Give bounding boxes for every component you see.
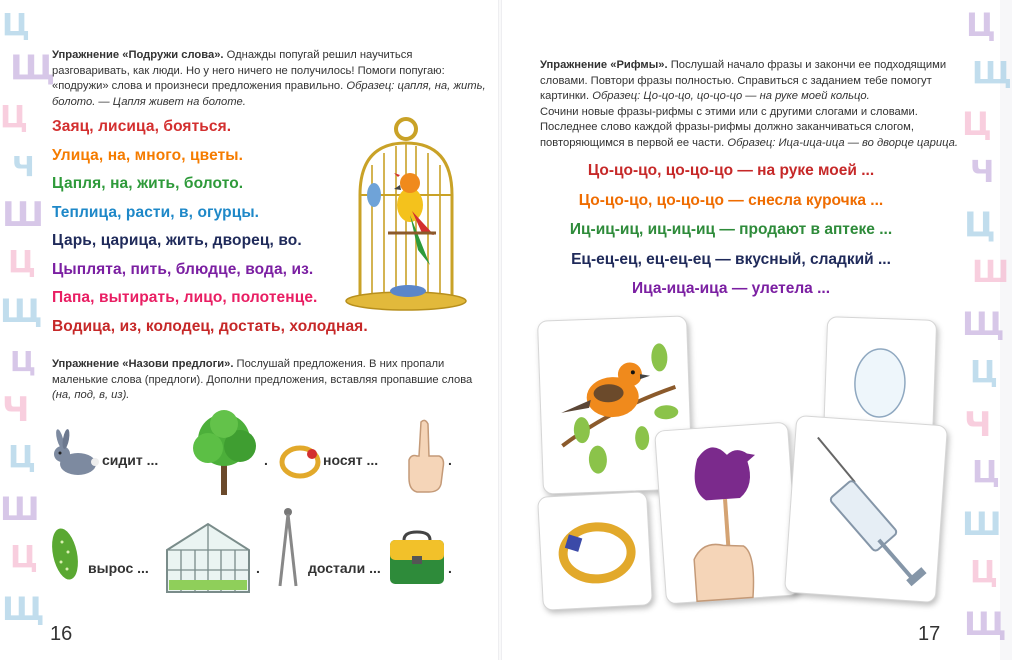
finger-picture bbox=[403, 418, 447, 496]
exercise1-text: Однажды попугай решил научиться разговаривать, как люди. Но у него ничего не получилось! Помоги попугаю: «подружи» слова и произнеси предложения правильно. bbox=[52, 49, 445, 92]
rhyme-line: Цо-цо-цо, цо-цо-цо — снесла курочка ... bbox=[578, 191, 884, 209]
exercise1-title: Упражнение «Подружи слова». bbox=[52, 49, 224, 61]
sentence-compass: достали ... bbox=[308, 560, 381, 576]
sentence-line: Улица, на, много, цветы. bbox=[52, 146, 244, 164]
sentence-line: Папа, вытирать, лицо, полотенце. bbox=[52, 289, 318, 306]
sentence-line: Цапля, на, жить, болото. bbox=[52, 175, 244, 192]
card-ring bbox=[537, 491, 653, 611]
compass-picture bbox=[274, 506, 302, 590]
left-letter-border: Ц Щ Ц Ч Ш Ц Щ Ц Ч Ц Ш Ц Щ bbox=[0, 8, 56, 628]
satchel-picture bbox=[386, 530, 448, 588]
rhymes-text: Послушай начало фразы и закончи ее подходящими словами. Повтори фразы полностью. Справиться с заданием тебе помогут картинки. bbox=[540, 59, 947, 102]
page-16 bbox=[38, 0, 500, 660]
dot-greenhouse: . bbox=[256, 560, 260, 576]
rhymes-example-2: Образец: Ица-ица-ица — во дворце царица. bbox=[727, 136, 958, 149]
dot-finger: . bbox=[448, 452, 452, 468]
dot-tree: . bbox=[264, 452, 268, 468]
card-syringe bbox=[784, 415, 948, 603]
exercise2-instructions bbox=[52, 357, 492, 404]
rhymes-instructions bbox=[540, 58, 958, 151]
exercise1-instructions bbox=[52, 48, 492, 110]
exercise1-example: Образец: цапля, на, жить, болото. — Цапля живет на болоте. bbox=[52, 80, 486, 108]
sentence-ring: носят ... bbox=[323, 452, 379, 468]
parrot-cage-illustration bbox=[338, 115, 473, 315]
card-lollipop bbox=[654, 422, 800, 605]
tree-picture bbox=[188, 408, 260, 496]
greenhouse-picture bbox=[163, 520, 253, 596]
page-17 bbox=[500, 0, 962, 660]
right-letter-border: Ц Щ Ц Ч Ц Ш Щ Ц Ч Ц Ш Ц Щ bbox=[962, 6, 1012, 643]
sentence-hare: сидит ... bbox=[102, 452, 159, 468]
sentence-line: Заяц, лисица, бояться. bbox=[52, 118, 232, 135]
sentence-line: Цыплята, пить, блюдце, вода, из. bbox=[52, 260, 314, 278]
page-number-left: 16 bbox=[50, 623, 73, 645]
rhyme-line: Цо-цо-цо, цо-цо-цо — на руке моей ... bbox=[587, 162, 875, 179]
rhyme-line: Ец-ец-ец, ец-ец-ец — вкусный, сладкий ... bbox=[571, 250, 891, 268]
sentence-line: Теплица, расти, в, огурцы. bbox=[52, 203, 260, 221]
rhyme-line: Иц-иц-иц, иц-иц-иц — продают в аптеке ... bbox=[569, 221, 893, 238]
exercise2-title: Упражнение «Назови предлоги». bbox=[52, 358, 234, 370]
hare-picture bbox=[48, 430, 100, 478]
cucumber-picture bbox=[48, 522, 82, 584]
sentence-line: Царь, царица, жить, дворец, во. bbox=[52, 232, 302, 249]
sentence-cucumber: вырос ... bbox=[88, 560, 149, 576]
rhymes-example: Образец: Цо-цо-цо, цо-цо-цо — на руке моей кольцо. bbox=[592, 90, 870, 102]
page-number-right: 17 bbox=[918, 623, 941, 645]
ring-picture bbox=[278, 440, 324, 480]
rhymes-title: Упражнение «Рифмы». bbox=[540, 59, 668, 71]
rhyme-line: Ица-ица-ица — улетела ... bbox=[631, 280, 831, 297]
exercise2-hint: (на, под, в, из). bbox=[52, 389, 130, 401]
dot-satchel: . bbox=[448, 560, 452, 576]
exercise2-text: Послушай предложения. В них пропали маленькие слова (предлоги). Дополни предложения, вставляя пропавшие слова bbox=[52, 358, 473, 386]
rhymes-text-2: Сочини новые фразы-рифмы с этими или с другими слогами и словами. Последнее слово каждой фразы-рифмы должно заканчиваться слогом, повторяющимся в первой ее части. bbox=[540, 105, 918, 149]
sentence-line: Водица, из, колодец, достать, холодная. bbox=[52, 317, 368, 335]
